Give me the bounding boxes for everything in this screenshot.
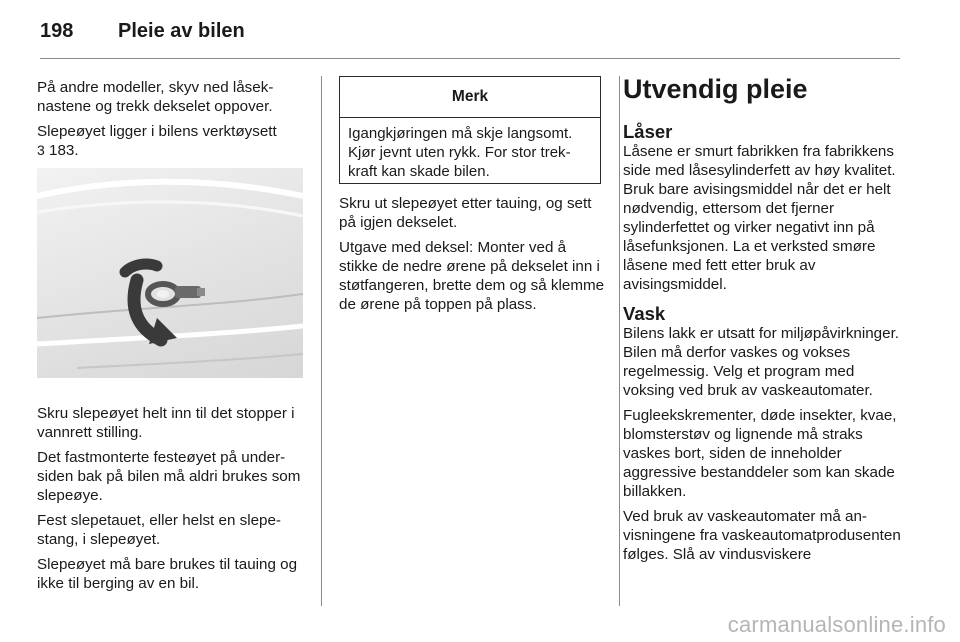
- paragraph: Skru ut slepeøyet etter tauing, og sett på igjen dekselet.: [339, 195, 592, 231]
- page-reference: 183.: [44, 142, 79, 159]
- section-laser: [623, 122, 905, 294]
- paragraph: [37, 122, 307, 160]
- paragraph: Bilens lakk er utsatt for miljøpåvirkninger. Bilen må derfor vaskes og vokses regelmessig. Velg et program med voksing ved bruk av vaskeautomater.: [623, 325, 900, 399]
- subsection-heading: Låser: [623, 121, 673, 142]
- column-divider: [619, 76, 620, 606]
- paragraph: På andre modeller, skyv ned låseknastene og trekk dekselet oppover.: [37, 79, 274, 115]
- column-1: [37, 78, 307, 599]
- paragraph-text: Slepeøyet ligger i bilens verktøysett: [37, 123, 277, 140]
- paragraph: Skru slepeøyet helt inn til det stopper i vannrett stilling.: [37, 405, 295, 441]
- section-vask: [623, 304, 905, 564]
- paragraph: Slepeøyet må bare brukes til tauing og ikke til berging av en bil.: [37, 556, 298, 592]
- page-title: Pleie av bilen: [118, 20, 245, 42]
- note-box: [339, 76, 601, 184]
- paragraph: Det fastmonterte festeøyet på undersiden bak på bilen må aldri brukes som slepeøye.: [37, 449, 301, 504]
- paragraph: Utgave med deksel: Monter ved å stikke de nedre ørene på dekselet inn i støtfangeren, brette dem og så klemme de ørene på toppen på plass.: [339, 239, 605, 313]
- paragraph: Låsene er smurt fabrikken fra fabrikkens side med låsesylinderfett av høy kvalitet. Bruk bare avisingsmiddel når det er helt nødvendig, ettersom det fjerner sylinderfettet og virker negativt inn på låsefunksjonen. La et verksted smøre låsene med fett etter bruk av avisingsmiddel.: [623, 143, 896, 293]
- watermark: carmanualsonline.info: [727, 612, 946, 637]
- page-reference-arrow-icon: 3: [37, 142, 45, 158]
- note-body: Igangkjøringen må skje langsomt. Kjør jevnt uten rykk. For stor trekkraft kan skade bilen.: [348, 125, 573, 180]
- paragraph: Ved bruk av vaskeautomater må anvisningene fra vaskeautomatprodusenten følges. Slå av vindusviskere: [623, 508, 901, 563]
- column-2: [339, 194, 607, 320]
- paragraph: Fugleekskrementer, døde insekter, kvae, blomsterstøv og lignende må straks vaskes bort, siden de inneholder aggressive bestanddeler som kan skade billakken.: [623, 407, 897, 500]
- subsection-heading: Vask: [623, 303, 666, 324]
- column-3: [623, 72, 905, 574]
- section-title: Utvendig pleie: [623, 74, 808, 104]
- page-number: 198: [40, 20, 74, 42]
- column-divider: [321, 76, 322, 606]
- note-heading: Merk: [340, 77, 600, 118]
- tow-eye-illustration-icon: [37, 168, 303, 378]
- page-header: [40, 14, 900, 59]
- paragraph: Fest slepetauet, eller helst en slepestang, i slepeøyet.: [37, 512, 281, 548]
